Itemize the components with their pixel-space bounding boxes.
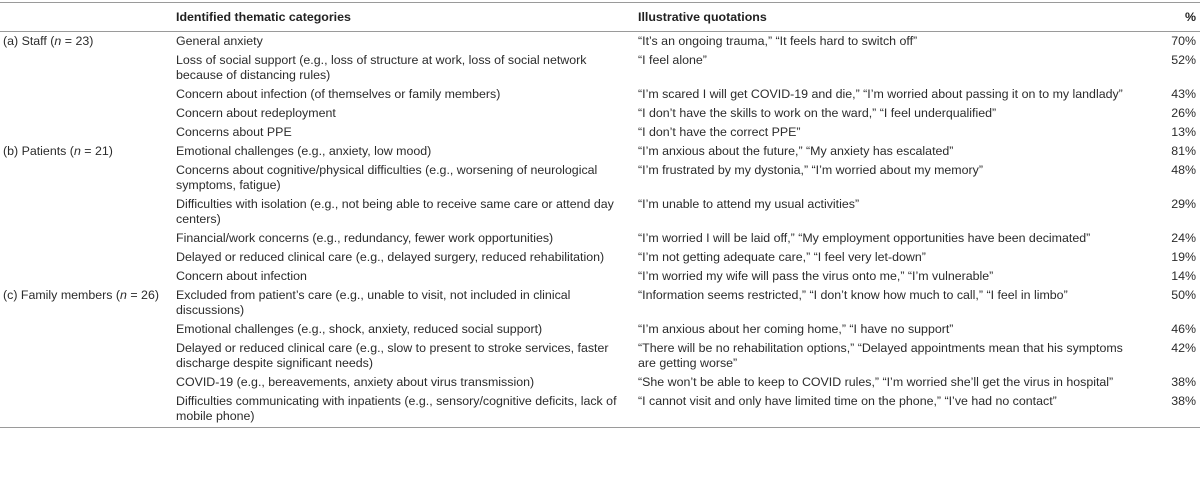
- group-label: [0, 229, 176, 248]
- table-row: [0, 267, 1200, 286]
- percent-cell: 50%: [1171, 288, 1196, 302]
- group-label: [0, 339, 176, 373]
- group-label: [0, 123, 176, 142]
- quotation-cell: “I’m worried my wife will pass the virus onto me,” “I’m vulnerable”: [638, 269, 994, 283]
- category-cell: Financial/work concerns (e.g., redundancy, fewer work opportunities): [176, 231, 554, 245]
- percent-cell: 70%: [1171, 34, 1196, 48]
- percent-cell: 14%: [1171, 269, 1196, 283]
- percent-cell: 48%: [1171, 163, 1196, 177]
- group-label: [0, 32, 176, 52]
- percent-cell: 26%: [1171, 106, 1196, 120]
- group-label: [0, 286, 176, 320]
- table-row: [0, 195, 1200, 229]
- group-label-prefix: (b) Patients (: [3, 144, 74, 158]
- table-body: [0, 32, 1200, 428]
- percent-cell: 42%: [1171, 341, 1196, 355]
- quotation-cell: “I’m anxious about the future,” “My anxiety has escalated”: [638, 144, 954, 158]
- table-row: [0, 320, 1200, 339]
- quotation-cell: “I’m scared I will get COVID-19 and die,” “I’m worried about passing it on to my landlady”: [638, 87, 1123, 101]
- group-label: [0, 51, 176, 85]
- table-row: [0, 123, 1200, 142]
- category-cell: Concerns about PPE: [176, 125, 292, 139]
- header-group: [0, 3, 176, 32]
- table-row: [0, 248, 1200, 267]
- percent-cell: 43%: [1171, 87, 1196, 101]
- group-label: [0, 161, 176, 195]
- quotation-cell: “I’m frustrated by my dystonia,” “I’m worried about my memory”: [638, 163, 983, 177]
- group-label: [0, 248, 176, 267]
- table-header: [0, 3, 1200, 32]
- header-row: [0, 3, 1200, 32]
- category-cell: Delayed or reduced clinical care (e.g., slow to present to stroke services, faster discharge despite significant needs): [176, 341, 609, 370]
- group-label: [0, 320, 176, 339]
- quotation-cell: “She won’t be able to keep to COVID rules,” “I’m worried she’ll get the virus in hospital”: [638, 375, 1114, 389]
- category-cell: Concern about redeployment: [176, 106, 336, 120]
- quotation-cell: “I’m worried I will be laid off,” “My employment opportunities have been decimated”: [638, 231, 1091, 245]
- header-percent: %: [1135, 3, 1200, 32]
- table-row: [0, 142, 1200, 161]
- group-label-n: n: [54, 34, 62, 48]
- percent-cell: 29%: [1171, 197, 1196, 211]
- group-label-suffix: = 21): [80, 144, 113, 158]
- group-label-n: n: [73, 144, 81, 158]
- table-row: [0, 51, 1200, 85]
- group-label-suffix: = 23): [61, 34, 94, 48]
- group-label: [0, 195, 176, 229]
- table-row: [0, 392, 1200, 428]
- category-cell: COVID-19 (e.g., bereavements, anxiety about virus transmission): [176, 375, 535, 389]
- quotation-cell: “I cannot visit and only have limited time on the phone,” “I’ve had no contact”: [638, 392, 1135, 428]
- category-cell: Concern about infection (of themselves or family members): [176, 87, 501, 101]
- percent-cell: 38%: [1171, 375, 1196, 389]
- group-label: [0, 392, 176, 428]
- quotation-cell: “I’m not getting adequate care,” “I feel very let-down”: [638, 250, 926, 264]
- group-label: [0, 142, 176, 161]
- header-category: Identified thematic categories: [176, 3, 638, 32]
- quotation-cell: “Information seems restricted,” “I don’t know how much to call,” “I feel in limbo”: [638, 288, 1068, 302]
- table-row: [0, 85, 1200, 104]
- quotation-cell: “It’s an ongoing trauma,” “It feels hard to switch off”: [638, 34, 918, 48]
- category-cell: Delayed or reduced clinical care (e.g., delayed surgery, reduced rehabilitation): [176, 250, 605, 264]
- group-label: [0, 267, 176, 286]
- group-label: [0, 85, 176, 104]
- category-cell: Difficulties with isolation (e.g., not being able to receive same care or attend day centers): [176, 197, 614, 226]
- quotation-cell: “I’m unable to attend my usual activities”: [638, 197, 860, 211]
- group-label-suffix: = 26): [126, 288, 159, 302]
- category-cell: Emotional challenges (e.g., shock, anxiety, reduced social support): [176, 322, 543, 336]
- table-row: [0, 339, 1200, 373]
- table-row: [0, 104, 1200, 123]
- quotation-cell: “I don’t have the correct PPE”: [638, 125, 801, 139]
- percent-cell: 38%: [1135, 392, 1200, 428]
- quotation-cell: “I don’t have the skills to work on the ward,” “I feel underqualified”: [638, 106, 997, 120]
- percent-cell: 13%: [1171, 125, 1196, 139]
- category-cell: Emotional challenges (e.g., anxiety, low mood): [176, 144, 432, 158]
- percent-cell: 24%: [1171, 231, 1196, 245]
- group-label-n: n: [120, 288, 127, 302]
- quotation-cell: “There will be no rehabilitation options,” “Delayed appointments mean that his symptoms are getting worse”: [638, 341, 1123, 370]
- group-label: [0, 373, 176, 392]
- table-row: [0, 161, 1200, 195]
- quotation-cell: “I feel alone”: [638, 53, 707, 67]
- group-label-prefix: (a) Staff (: [3, 34, 55, 48]
- percent-cell: 46%: [1171, 322, 1196, 336]
- percent-cell: 19%: [1171, 250, 1196, 264]
- table-row: [0, 229, 1200, 248]
- thematic-table-container: [0, 2, 1200, 428]
- category-cell: Concern about infection: [176, 269, 307, 283]
- percent-cell: 52%: [1171, 53, 1196, 67]
- percent-cell: 81%: [1171, 144, 1196, 158]
- group-label: [0, 104, 176, 123]
- header-quote: Illustrative quotations: [638, 3, 1135, 32]
- category-cell: Excluded from patient’s care (e.g., unable to visit, not included in clinical discussions): [176, 288, 571, 317]
- group-label-prefix: (c) Family members (: [3, 288, 121, 302]
- table-row: [0, 286, 1200, 320]
- category-cell: Difficulties communicating with inpatients (e.g., sensory/cognitive deficits, lack of mobile phone): [176, 392, 638, 428]
- table-row: [0, 373, 1200, 392]
- thematic-categories-table: [0, 2, 1200, 428]
- category-cell: General anxiety: [176, 34, 263, 48]
- category-cell: Loss of social support (e.g., loss of structure at work, loss of social network because of distancing rules): [176, 53, 587, 82]
- quotation-cell: “I’m anxious about her coming home,” “I have no support”: [638, 322, 954, 336]
- category-cell: Concerns about cognitive/physical difficulties (e.g., worsening of neurological symptoms, fatigue): [176, 163, 598, 192]
- table-row: [0, 32, 1200, 52]
